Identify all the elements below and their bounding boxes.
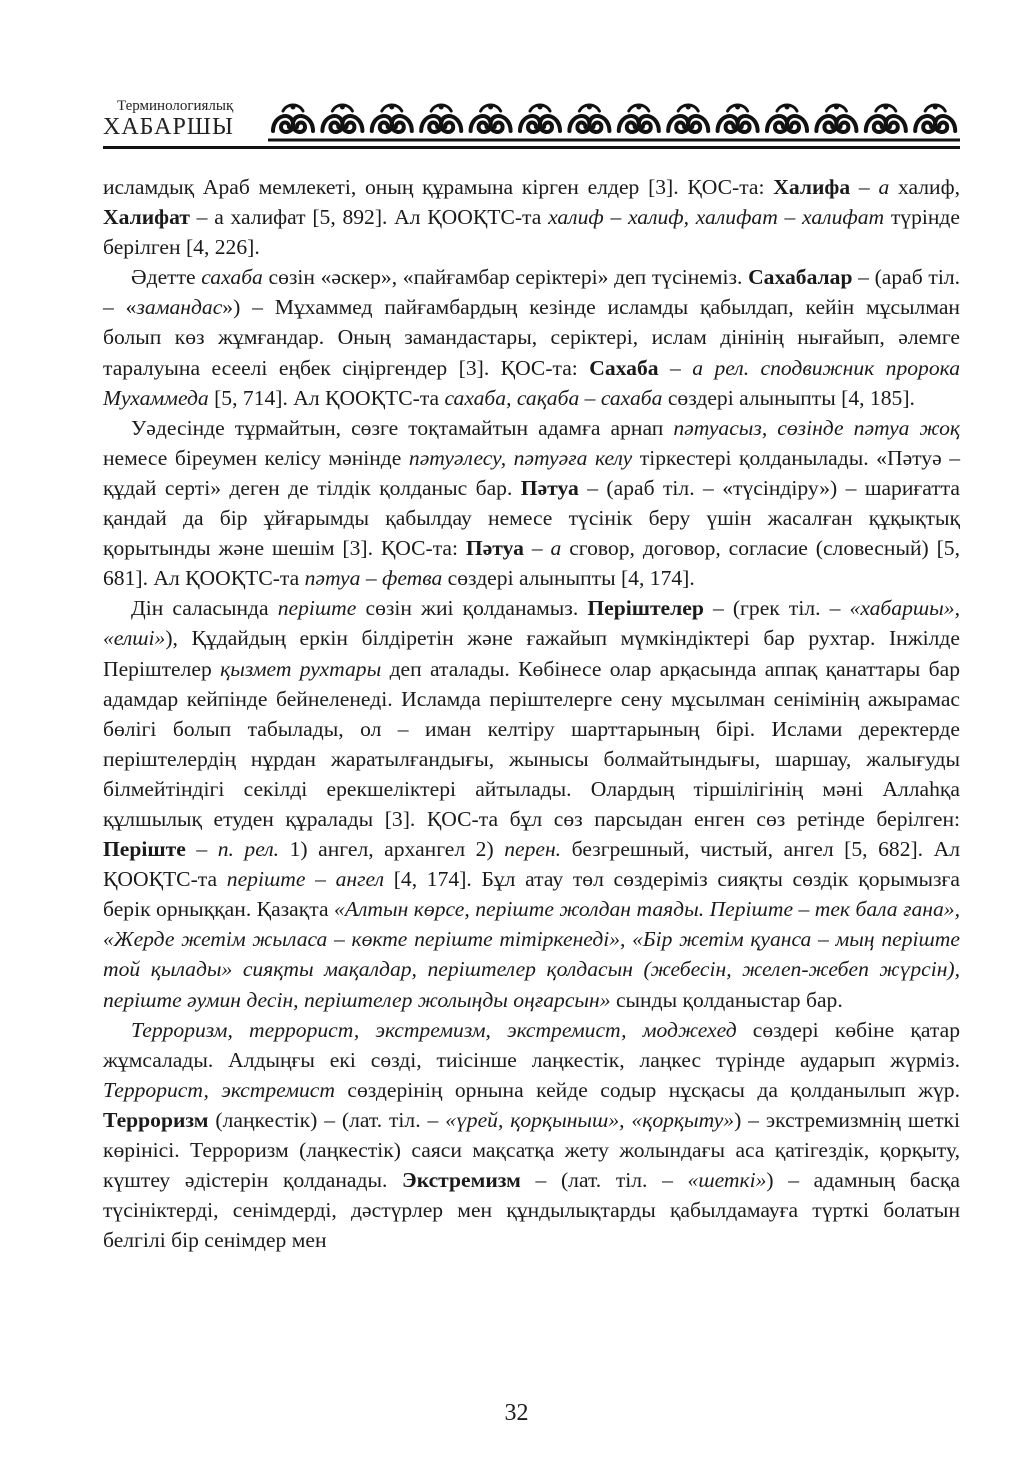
text-run: [4, 174]. Бұл атау төл сөздеріміз сияқты сөздік қорымызға берік орныққан. Қазақта xyxy=(103,867,960,922)
term-bold: Сахабалар xyxy=(748,265,853,290)
text-run: тіркестері қолданылады. «Пәтуә – құдай серті» деген де тілдік қолданыс бар. xyxy=(103,445,960,500)
text-run: немесе біреумен келісу мәнінде xyxy=(103,445,409,470)
term-italic: сахаба, сақаба – сахаба xyxy=(444,385,663,410)
term-italic: пәтуасыз, сөзінде пәтуа жоқ xyxy=(673,415,960,440)
term-italic: періште xyxy=(277,596,357,621)
text-run: – xyxy=(523,536,551,561)
text-run: – а халифат [5, 892]. Ал ҚООҚТС-та xyxy=(189,205,549,230)
term-italic: «хабаршы», «елші» xyxy=(103,596,960,651)
term-italic: «шеткі» xyxy=(687,1168,767,1193)
term-italic: замандас xyxy=(136,295,223,320)
term-bold: Сахаба xyxy=(589,355,659,380)
paragraph xyxy=(103,413,960,594)
text-run: сөзін «әскер», «пайғамбар серіктері» деп түсінеміз. xyxy=(262,265,749,290)
paragraph xyxy=(103,1015,960,1256)
journal-title-small: Терминологиялық xyxy=(117,98,234,114)
text-run: – xyxy=(185,837,218,862)
term-italic: пәтуа – фетва xyxy=(304,566,443,591)
text-run: сөздері көбіне қатар жұмсалады. Алдыңғы екі сөзді, тиісінше лаңкестік, лаңкес түрінде аударып жүрміз. xyxy=(103,1017,960,1072)
term-italic: «Алтын көрсе, періште жолдан таяды. Періште – тек бала ғана», «Жерде жетім жыласа – көкте періште тітіркенеді», «Бір жетім қуанса – мың періште той қылады» сияқты мақалдар, періштелер қолдасын (жебесін, желеп-жебеп жүрсін), періште әумин десін, періштелер жолыңды оңғарсын» xyxy=(103,897,960,1012)
text-run: исламдық Араб мемлекеті, оның құрамына кірген елдер [3]. ҚОС-та: xyxy=(103,175,774,199)
text-run: сөздерінің орнына кейде содыр нұсқасы да қолданылып жүр. xyxy=(334,1077,960,1102)
text-run: – (араб тіл. – «түсіндіру») – шариғатта қандай да бір ұйғарымды қабылдау немесе түсінік беру үшін жасалған құқықтық қорытынды және шешім [3]. ҚОС-та: xyxy=(103,475,960,561)
journal-title-big: ХАБАРШЫ xyxy=(103,114,234,140)
term-italic: періште – ангел xyxy=(226,867,385,892)
text-run: сынды қолданыстар бар. xyxy=(610,987,843,1012)
term-italic: пәтуәлесу, пәтуәға келу xyxy=(408,445,633,470)
paragraph xyxy=(103,593,960,1014)
page-header xyxy=(103,98,960,146)
term-bold: Халифат xyxy=(103,205,190,230)
text-run: – xyxy=(658,355,693,380)
header-rule xyxy=(103,146,960,149)
text-run: – (араб тіл. – « xyxy=(103,265,960,320)
text-run: сговор, договор, согласие (словесный) [5, 681]. Ал ҚООҚТС-та xyxy=(103,536,960,591)
term-bold: Періште xyxy=(103,837,186,862)
term-italic: а рел. сподвижник пророка Мухаммеда xyxy=(103,355,960,410)
term-bold: Терроризм xyxy=(103,1107,209,1132)
term-bold: Пәтуа xyxy=(465,536,524,561)
text-run: сөздері алыныпты [4, 174]. xyxy=(442,566,695,591)
paragraph xyxy=(103,172,960,262)
text-run: [5, 714]. Ал ҚООҚТС-та xyxy=(208,385,445,410)
term-italic: сахаба xyxy=(201,265,263,290)
term-bold: Экстремизм xyxy=(402,1168,521,1193)
term-italic: халиф – халиф, халифат – халифат xyxy=(548,205,885,230)
text-run: сөзін жиі қолданамыз. xyxy=(356,596,588,621)
term-italic: «үрей, қорқыныш», «қорқыту» xyxy=(445,1107,735,1132)
article-body xyxy=(103,172,960,1255)
text-run: сөздері алыныпты [4, 185]. xyxy=(662,385,915,410)
term-bold: Халифа xyxy=(773,175,851,199)
term-italic: қызмет рухтары xyxy=(220,656,382,681)
text-run: – xyxy=(850,175,879,199)
paragraph xyxy=(103,262,960,412)
text-run: безгрешный, чистый, ангел [5, 682]. Ал ҚООҚТС-та xyxy=(103,837,960,892)
page-number: 32 xyxy=(504,1400,529,1426)
term-italic: перен. xyxy=(504,837,562,862)
text-run: (лаңкестік) – (лат. тіл. – xyxy=(208,1107,446,1132)
text-run: ) – адамның басқа түсініктерді, сенімдерді, дәстүрлер мен құндылықтарды қабылдамауға түрткі болатын белгілі бір сенімдер мен xyxy=(103,1168,960,1253)
text-run: ), Құдайдың еркін білдіретін және ғажайып мүмкіндіктері бар рухтар. Інжілде Періштелер xyxy=(103,626,960,681)
term-italic: п. рел. xyxy=(217,837,280,862)
term-italic: а xyxy=(550,536,562,561)
text-run: түрінде берілген [4, 226]. xyxy=(103,205,960,260)
text-run: 1) ангел, архангел 2) xyxy=(279,837,505,862)
text-run: – (лат. тіл. – xyxy=(520,1168,688,1193)
text-run: деп аталады. Көбінесе олар арқасында аппақ қанаттары бар адамдар кейпінде бейнеленеді. Исламда періштелерге сену мұсылман сенімінің ажырамас бөлігі болып табылады, ол – иман келтіру шарттарының бірі. Ислами деректерде періштелердің нұрдан жаратылғандығы, жынысы болмайтындығы, шаршау, жалығуды білмейтіндігі секілді ерекшеліктері айтылады. Олардың тіршілігінің мәні Аллаһқа құлшылық етуден құралады [3]. ҚОС-та бұл сөз парсыдан енген сөз ретінде берілген: xyxy=(103,656,960,831)
term-italic: а xyxy=(878,175,890,199)
term-italic: Терроризм, террорист, экстремизм, экстремист, моджехед xyxy=(131,1017,737,1042)
celtic-knot-ornament-icon xyxy=(268,99,960,143)
text-run: – (грек тіл. – xyxy=(703,596,850,621)
term-bold: Періштелер xyxy=(587,596,704,621)
journal-title xyxy=(103,98,263,140)
text-run: халиф, xyxy=(889,175,960,199)
term-italic: Террорист, экстремист xyxy=(103,1077,335,1102)
text-run: Дін саласында xyxy=(131,596,278,621)
text-run: Уәдесінде тұрмайтын, сөзге тоқтамайтын адамға арнап xyxy=(131,415,674,440)
text-run: Әдетте xyxy=(131,265,202,290)
term-bold: Пәтуа xyxy=(520,475,579,500)
text-run: ») – Мұхаммед пайғамбардың кезінде исламды қабылдап, кейін мұсылман болып көз жұмғандар. Оның замандастары, серіктері, ислам дінінің нығайып, әлемге таралуына есеелі еңбек сіңіргендер [3]. ҚОС-та: xyxy=(103,295,960,380)
text-run: ) – экстремизмнің шеткі көрінісі. Терроризм (лаңкестік) саяси мақсатқа жету жолындағы аса қатігездік, қорқыту, күштеу әдістерін қолданады. xyxy=(103,1107,961,1193)
